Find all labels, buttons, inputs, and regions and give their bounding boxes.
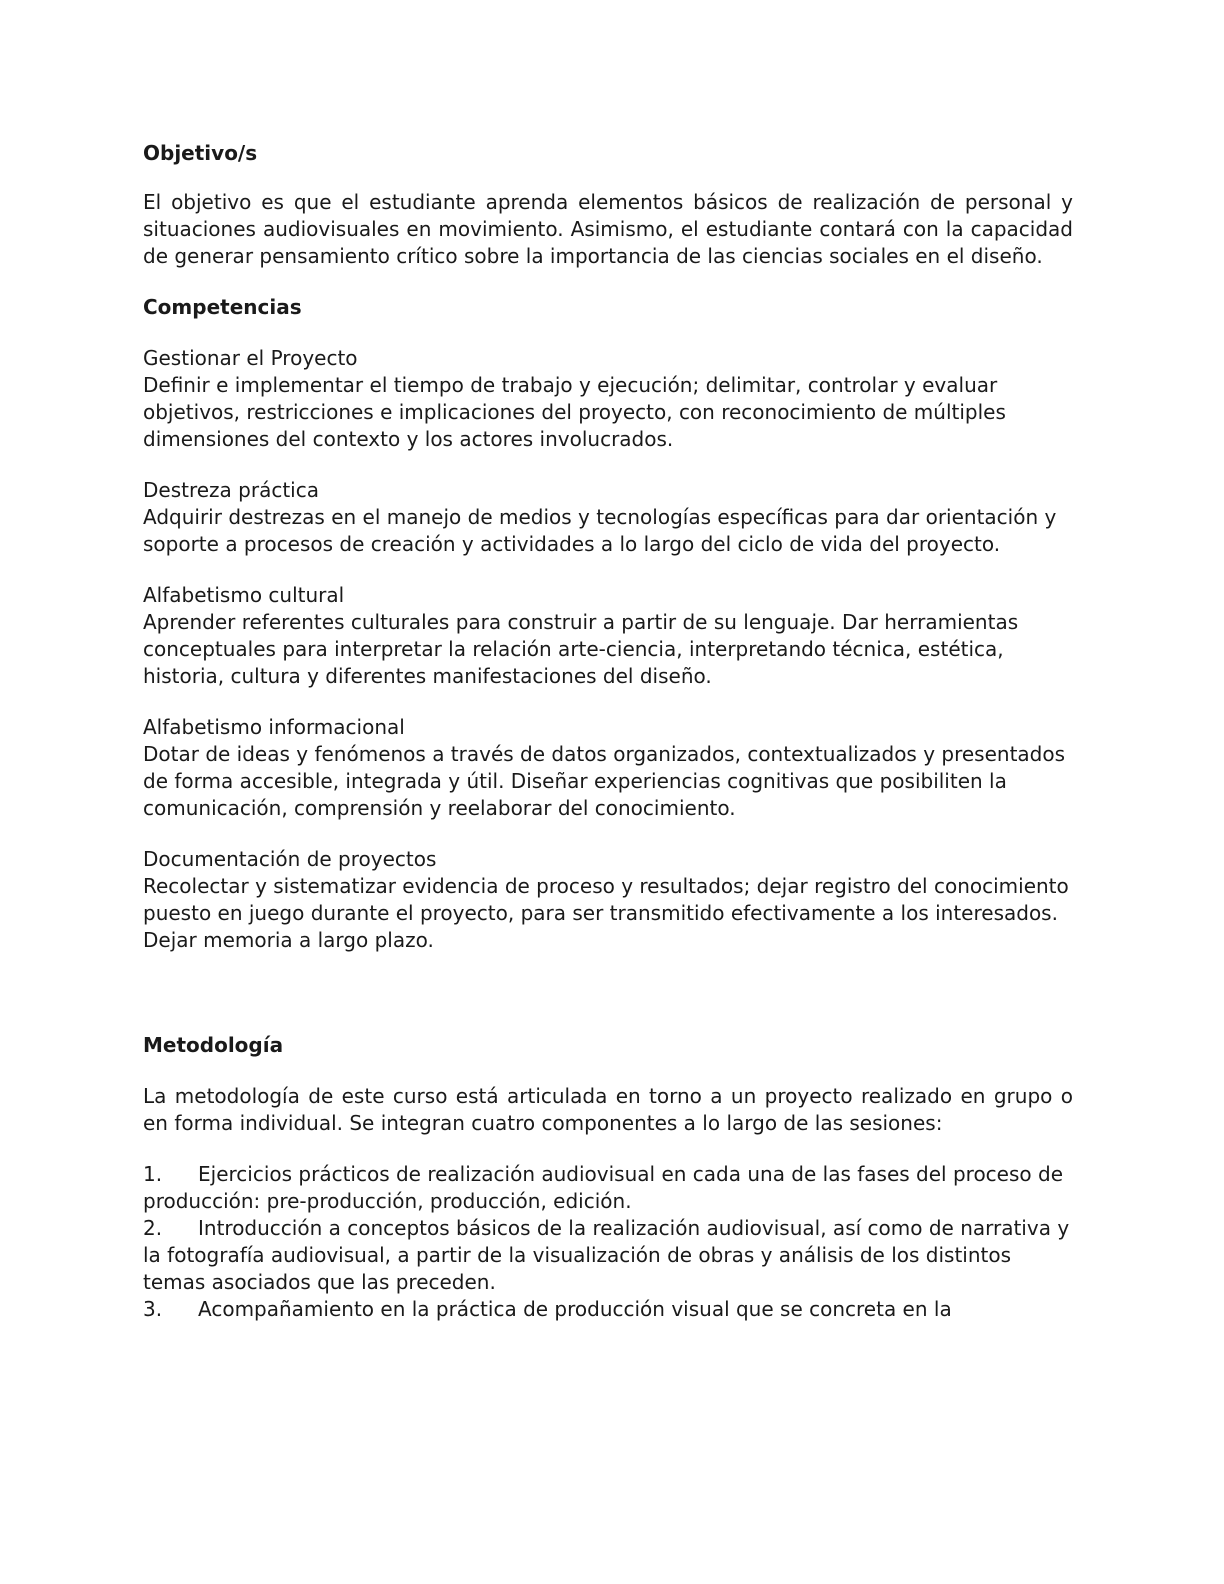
competencia-title: Gestionar el Proyecto (143, 346, 358, 370)
metodologia-list (143, 1161, 1073, 1323)
competencia-block (143, 846, 1073, 954)
list-item-text: Ejercicios prácticos de realización audiovisual en cada una de las fases del proceso de producción: pre-producción, producción, edición. (143, 1162, 1063, 1213)
competencia-text: Dotar de ideas y fenómenos a través de datos organizados, contextualizados y presentados de forma accesible, integrada y útil. Diseñar experiencias cognitivas que posibiliten la comunicación, comprensión y reelaborar del conocimiento. (143, 742, 1066, 820)
metodologia-heading: Metodología (143, 1033, 284, 1057)
competencia-text: Recolectar y sistematizar evidencia de proceso y resultados; dejar registro del conocimiento puesto en juego durante el proyecto, para ser transmitido efectivamente a los interesados. Dejar memoria a largo plazo. (143, 874, 1069, 952)
document-page (143, 140, 1073, 1323)
competencia-title: Alfabetismo cultural (143, 583, 345, 607)
list-item (143, 1215, 1073, 1296)
competencia-text: Definir e implementar el tiempo de trabajo y ejecución; delimitar, controlar y evaluar objetivos, restricciones e implicaciones del proyecto, con reconocimiento de múltiples dimensiones del contexto y los actores involucrados. (143, 373, 1006, 451)
list-item (143, 1296, 1073, 1323)
competencia-block (143, 477, 1073, 558)
list-item-text: Introducción a conceptos básicos de la realización audiovisual, así como de narrativa y la fotografía audiovisual, a partir de la visualización de obras y análisis de los distintos temas asociados que las preceden. (143, 1216, 1070, 1294)
list-item (143, 1161, 1073, 1215)
list-item-number: 2. (143, 1216, 163, 1240)
objetivos-heading: Objetivo/s (143, 141, 258, 165)
competencia-text: Adquirir destrezas en el manejo de medios y tecnologías específicas para dar orientación y soporte a procesos de creación y actividades a lo largo del ciclo de vida del proyecto. (143, 505, 1057, 556)
competencia-title: Documentación de proyectos (143, 847, 437, 871)
competencia-block (143, 714, 1073, 822)
competencia-title: Destreza práctica (143, 478, 319, 502)
list-item-number: 1. (143, 1162, 163, 1186)
competencia-text: Aprender referentes culturales para construir a partir de su lenguaje. Dar herramientas conceptuales para interpretar la relación arte-ciencia, interpretando técnica, estética, historia, cultura y diferentes manifestaciones del diseño. (143, 610, 1019, 688)
competencias-heading: Competencias (143, 295, 302, 319)
list-item-text: Acompañamiento en la práctica de producción visual que se concreta en la (198, 1297, 952, 1321)
objetivos-text: El objetivo es que el estudiante aprenda elementos básicos de realización de personal y situaciones audiovisuales en movimiento. Asimismo, el estudiante contará con la capacidad de generar pensamiento crítico sobre la importancia de las ciencias sociales en el diseño. (143, 190, 1073, 268)
competencia-block (143, 345, 1073, 453)
list-item-number: 3. (143, 1297, 163, 1321)
competencia-block (143, 582, 1073, 690)
competencia-title: Alfabetismo informacional (143, 715, 405, 739)
metodologia-text: La metodología de este curso está articulada en torno a un proyecto realizado en grupo o en forma individual. Se integran cuatro componentes a lo largo de las sesiones: (143, 1084, 1073, 1135)
